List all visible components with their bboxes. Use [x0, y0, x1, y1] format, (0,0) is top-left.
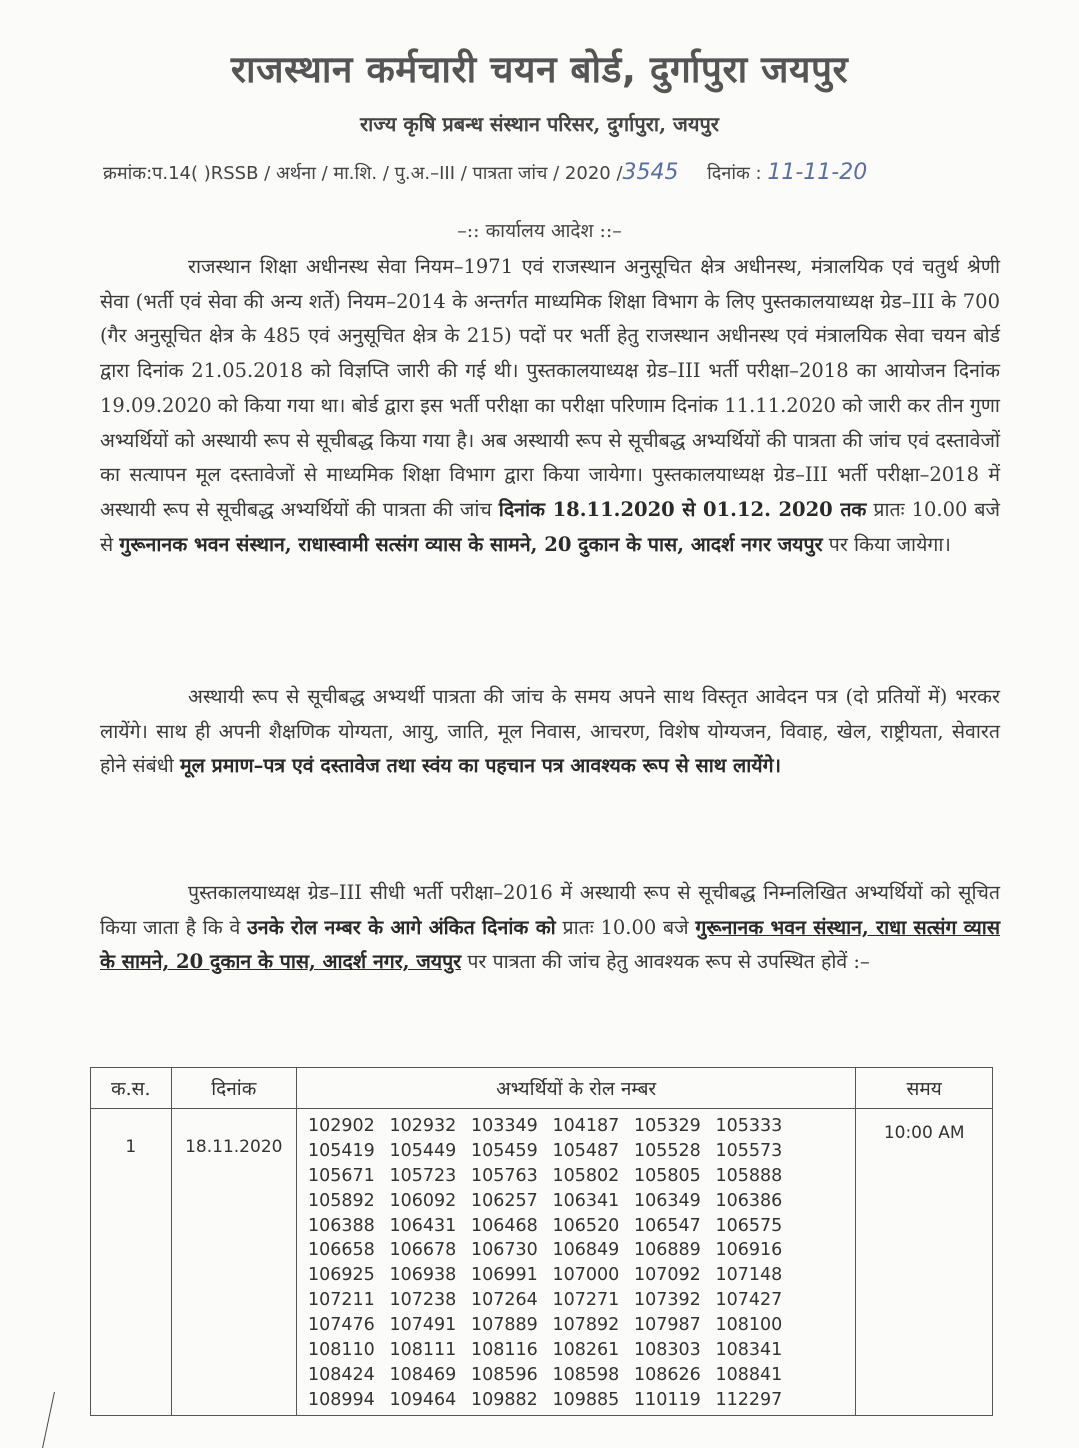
- roll-number-grid: [298, 1110, 854, 1414]
- roll-number: 105763: [470, 1165, 538, 1186]
- para3-bold-1: उनके रोल नम्बर के आगे अंकित दिनांक को: [247, 915, 556, 939]
- org-address: राज्य कृषि प्रबन्ध संस्थान परिसर, दुर्गापुरा, जयपुर: [360, 112, 719, 136]
- roll-number: 108626: [633, 1364, 701, 1385]
- header-sn: क.स.: [91, 1068, 172, 1109]
- handwritten-number: 3545: [622, 160, 679, 185]
- paragraph-3: [100, 876, 1000, 980]
- roll-number: 108341: [715, 1340, 783, 1361]
- signature-mark: [42, 1392, 85, 1448]
- reference-line: [103, 160, 1079, 185]
- roll-number: 108261: [552, 1340, 620, 1361]
- roll-number: 105888: [715, 1165, 783, 1186]
- para3-text-2: प्रातः 10.00 बजे: [562, 915, 689, 939]
- roll-number: 105449: [389, 1140, 457, 1161]
- roll-number: 108303: [633, 1340, 701, 1361]
- header-rolls: अभ्यर्थियों के रोल नम्बर: [296, 1068, 855, 1109]
- roll-number: 109885: [552, 1389, 620, 1410]
- row-roll-numbers: [296, 1109, 855, 1416]
- handwritten-date: 11-11-20: [767, 160, 868, 185]
- roll-number: 106341: [552, 1190, 620, 1211]
- roll-number: 105419: [307, 1140, 375, 1161]
- order-heading: –:: कार्यालय आदेश ::–: [457, 220, 622, 242]
- roll-number: 105802: [552, 1165, 620, 1186]
- org-title: राजस्थान कर्मचारी चयन बोर्ड, दुर्गापुरा जयपुर: [230, 48, 849, 91]
- roll-number: 107148: [715, 1265, 783, 1286]
- roll-number: 106991: [470, 1265, 538, 1286]
- roll-number: 106916: [715, 1240, 783, 1261]
- roll-number: 105459: [470, 1140, 538, 1161]
- roll-number: 110119: [633, 1389, 701, 1410]
- roll-number: 106730: [470, 1240, 538, 1261]
- roll-number: 106520: [552, 1215, 620, 1236]
- roll-number: 106257: [470, 1190, 538, 1211]
- roll-number: 106925: [307, 1265, 375, 1286]
- roll-number-table: [90, 1067, 993, 1416]
- table-row: [91, 1109, 993, 1416]
- header-time: समय: [856, 1068, 993, 1109]
- table-header-row: [91, 1068, 993, 1109]
- roll-number: 106938: [389, 1265, 457, 1286]
- roll-number: 107427: [715, 1290, 783, 1311]
- roll-number: 103349: [470, 1116, 538, 1136]
- roll-number: 108424: [307, 1364, 375, 1385]
- roll-number: 108596: [470, 1364, 538, 1385]
- roll-number: 107892: [552, 1315, 620, 1336]
- roll-number: 105892: [307, 1190, 375, 1211]
- para2-text-1: अस्थायी रूप से सूचीबद्ध अभ्यर्थी पात्रता की जांच के समय अपने साथ विस्तृत आवेदन पत्र (दो प्रतियों में) भरकर लायेंगे। साथ ही अपनी शैक्षणिक योग्यता, आयु, जाति, मूल निवास, आचरण, विशेष योग्यजन, विवाह, खेल, राष्ट्रीयता, सेवारत होने संबंधी: [100, 685, 1000, 778]
- date-label: दिनांक :: [707, 163, 762, 184]
- roll-number: 106547: [633, 1215, 701, 1236]
- para2-bold: मूल प्रमाण–पत्र एवं दस्तावेज तथा स्वंय का पहचान पत्र आवश्यक रूप से साथ लायेंगे।: [180, 754, 781, 778]
- roll-number: 107889: [470, 1315, 538, 1336]
- row-time: 10:00 AM: [856, 1109, 993, 1416]
- para1-bold-venue: गुरूनानक भवन संस्थान, राधास्वामी सत्संग व्यास के सामने, 20 दुकान के पास, आदर्श नगर जयपुर: [119, 532, 823, 556]
- roll-number: 106849: [552, 1240, 620, 1261]
- roll-number: 106349: [633, 1190, 701, 1211]
- roll-number: 106468: [470, 1215, 538, 1236]
- roll-number: 108111: [389, 1340, 457, 1361]
- roll-number: 108100: [715, 1315, 783, 1336]
- roll-number: 105487: [552, 1140, 620, 1161]
- roll-number: 104187: [552, 1116, 620, 1136]
- para1-text-2: प्रातः 10.00 बजे से: [100, 497, 1001, 556]
- roll-number: 108841: [715, 1364, 783, 1385]
- roll-number: 108994: [307, 1389, 375, 1410]
- para3-bold-venue: गुरूनानक भवन संस्थान, राधा सत्संग व्यास के सामने, 20 दुकान के पास, आदर्श नगर, जयपुर: [100, 915, 1001, 974]
- roll-number: 112297: [715, 1389, 783, 1410]
- roll-number: 107000: [552, 1265, 620, 1286]
- para3-text-1: पुस्तकालयाध्यक्ष ग्रेड–III सीधी भर्ती परीक्षा–2016 में अस्थायी रूप से सूचीबद्ध निम्नलिखित अभ्यर्थियों को सूचित किया जाता है कि वे: [100, 881, 1000, 939]
- para1-bold-dates: दिनांक 18.11.2020 से 01.12. 2020 तक: [498, 497, 867, 521]
- roll-number: 105573: [715, 1140, 783, 1161]
- roll-number: 107392: [633, 1290, 701, 1311]
- roll-number: 106575: [715, 1215, 783, 1236]
- paragraph-1: [100, 250, 1000, 562]
- roll-number: 107264: [470, 1290, 538, 1311]
- roll-number: 106388: [307, 1215, 375, 1236]
- roll-number: 105333: [715, 1116, 783, 1136]
- roll-number: 108469: [389, 1364, 457, 1385]
- paragraph-2: [100, 680, 1000, 784]
- roll-number: 107092: [633, 1265, 701, 1286]
- row-sn: 1: [91, 1109, 172, 1416]
- reference-number: क्रमांक:प.14( )RSSB / अर्थना / मा.शि. / पु.अ.–III / पात्रता जांच / 2020 /: [103, 163, 623, 184]
- roll-number: 105805: [633, 1165, 701, 1186]
- roll-number: 102902: [307, 1116, 375, 1136]
- roll-number: 108116: [470, 1340, 538, 1361]
- roll-number: 107271: [552, 1290, 620, 1311]
- roll-number: 106386: [715, 1190, 783, 1211]
- roll-number: 107238: [389, 1290, 457, 1311]
- row-date: 18.11.2020: [171, 1109, 296, 1416]
- roll-number: 107491: [389, 1315, 457, 1336]
- para3-text-3: पर पात्रता की जांच हेतु आवश्यक रूप से उपस्थित होवें :–: [467, 950, 870, 974]
- roll-number: 108110: [307, 1340, 375, 1361]
- roll-number: 105528: [633, 1140, 701, 1161]
- roll-number: 105329: [633, 1116, 701, 1136]
- roll-number: 102932: [389, 1116, 457, 1136]
- para1-text-3: पर किया जायेगा।: [828, 532, 951, 556]
- roll-number: 109464: [389, 1389, 457, 1410]
- header-date: दिनांक: [171, 1068, 296, 1109]
- roll-number: 105723: [389, 1165, 457, 1186]
- roll-number: 106431: [389, 1215, 457, 1236]
- roll-number: 107476: [307, 1315, 375, 1336]
- roll-number: 106092: [389, 1190, 457, 1211]
- roll-number: 109882: [470, 1389, 538, 1410]
- para1-text-1: राजस्थान शिक्षा अधीनस्थ सेवा नियम–1971 एवं राजस्थान अनुसूचित क्षेत्र अधीनस्थ, मंत्रालयिक एवं चतुर्थ श्रेणी सेवा (भर्ती एवं सेवा की अन्य शर्ते) नियम–2014 के अन्तर्गत माध्यमिक शिक्षा विभाग के लिए पुस्तकालयाध्यक्ष ग्रेड–III के 700 (गैर अनुसूचित क्षेत्र के 485 एवं अनुसूचित क्षेत्र के 215) पदों पर भर्ती हेतु राजस्थान अधीनस्थ एवं मंत्रालयिक सेवा चयन बोर्ड द्वारा दिनांक 21.05.2018 को विज्ञप्ति जारी की गई थी। पुस्तकालयाध्यक्ष ग्रेड–III भर्ती परीक्षा–2018 का आयोजन दिनांक 19.09.2020 को किया गया था। बोर्ड द्वारा इस भर्ती परीक्षा का परीक्षा परिणाम दिनांक 11.11.2020 को जारी कर तीन गुणा अभ्यर्थियों को अस्थायी रूप से सूचीबद्ध किया गया है। अब अस्थायी रूप से सूचीबद्ध अभ्यर्थियों की पात्रता की जांच एवं दस्तावेजों का सत्यापन मूल दस्तावेजों से माध्यमिक शिक्षा विभाग द्वारा किया जायेगा। पुस्तकालयाध्यक्ष ग्रेड–III भर्ती परीक्षा–2018 में अस्थायी रूप से सूचीबद्ध अभ्यर्थियों की पात्रता की जांच: [100, 255, 1000, 521]
- roll-number: 107211: [307, 1290, 375, 1311]
- roll-number: 108598: [552, 1364, 620, 1385]
- roll-number: 106889: [633, 1240, 701, 1261]
- roll-number: 105671: [307, 1165, 375, 1186]
- roll-number: 107987: [633, 1315, 701, 1336]
- roll-number: 106678: [389, 1240, 457, 1261]
- roll-number: 106658: [307, 1240, 375, 1261]
